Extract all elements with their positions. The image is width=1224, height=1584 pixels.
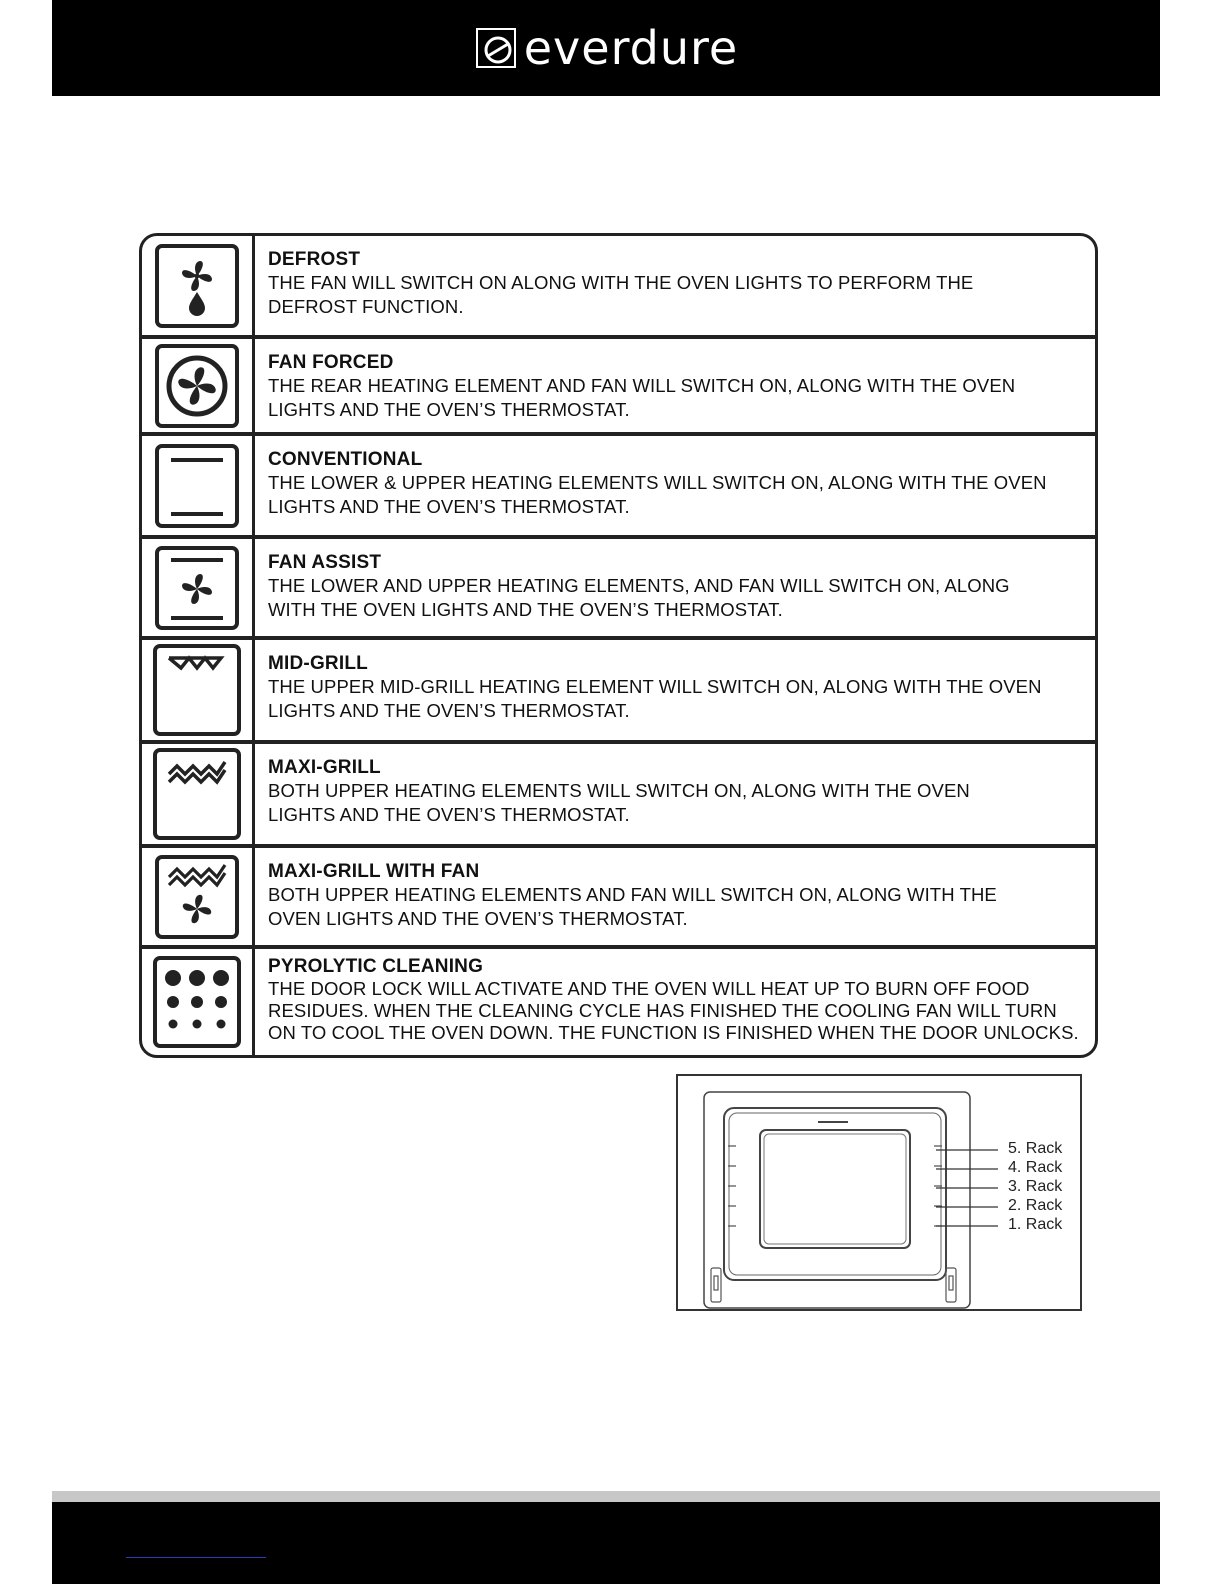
footer-strip bbox=[52, 1491, 1160, 1502]
defrost-icon bbox=[155, 244, 239, 328]
function-title: PYROLYTIC CLEANING bbox=[268, 956, 484, 977]
rack-label-5: 5. Rack bbox=[1008, 1140, 1063, 1157]
oven-functions-table bbox=[139, 233, 1098, 1058]
function-desc-line: THE FAN WILL SWITCH ON ALONG WITH THE OVEN LIGHTS TO PERFORM THE bbox=[268, 272, 974, 293]
function-title: MAXI-GRILL bbox=[268, 757, 381, 778]
function-desc-line: THE LOWER AND UPPER HEATING ELEMENTS, AND FAN WILL SWITCH ON, ALONG bbox=[268, 575, 1010, 596]
function-desc-line: THE REAR HEATING ELEMENT AND FAN WILL SWITCH ON, ALONG WITH THE OVEN bbox=[268, 375, 1016, 396]
function-desc-line: ON TO COOL THE OVEN DOWN. THE FUNCTION IS FINISHED WHEN THE DOOR UNLOCKS. bbox=[268, 1022, 1079, 1043]
function-row-conventional bbox=[142, 436, 1095, 539]
function-desc-line: WITH THE OVEN LIGHTS AND THE OVEN’S THERMOSTAT. bbox=[268, 598, 783, 620]
function-desc-line: OVEN LIGHTS AND THE OVEN’S THERMOSTAT. bbox=[268, 907, 688, 929]
function-row-maxi-grill-fan bbox=[142, 848, 1095, 949]
function-desc-line: THE DOOR LOCK WILL ACTIVATE AND THE OVEN WILL HEAT UP TO BURN OFF FOOD bbox=[268, 978, 1030, 999]
page-header bbox=[52, 0, 1160, 96]
function-desc-line: LIGHTS AND THE OVEN’S THERMOSTAT. bbox=[268, 495, 630, 517]
mid-grill-icon bbox=[153, 644, 241, 736]
function-title: DEFROST bbox=[268, 249, 361, 270]
function-title: MAXI-GRILL WITH FAN bbox=[268, 861, 480, 882]
function-desc-line: BOTH UPPER HEATING ELEMENTS AND FAN WILL SWITCH ON, ALONG WITH THE bbox=[268, 884, 997, 905]
function-desc-line: RESIDUES. WHEN THE CLEANING CYCLE HAS FINISHED THE COOLING FAN WILL TURN bbox=[268, 1000, 1057, 1021]
function-title: CONVENTIONAL bbox=[268, 449, 423, 470]
function-row-maxi-grill bbox=[142, 744, 1095, 848]
function-desc-line: DEFROST FUNCTION. bbox=[268, 295, 464, 317]
function-row-mid-grill bbox=[142, 640, 1095, 744]
rack-label-1: 1. Rack bbox=[1008, 1216, 1063, 1233]
maxi-grill-fan-icon bbox=[155, 855, 239, 939]
rack-label-2: 2. Rack bbox=[1008, 1197, 1063, 1214]
fan-assist-icon bbox=[155, 546, 239, 630]
pyrolytic-cleaning-icon bbox=[153, 956, 241, 1048]
rack-label-3: 3. Rack bbox=[1008, 1178, 1063, 1195]
function-title: MID-GRILL bbox=[268, 653, 368, 674]
everdure-logo-icon bbox=[474, 26, 518, 70]
function-row-fan-assist bbox=[142, 539, 1095, 640]
page-footer bbox=[52, 1502, 1160, 1584]
rack-label-4: 4. Rack bbox=[1008, 1159, 1063, 1176]
function-row-defrost bbox=[142, 236, 1095, 339]
function-desc-line: LIGHTS AND THE OVEN’S THERMOSTAT. bbox=[268, 803, 630, 825]
function-title: FAN ASSIST bbox=[268, 552, 382, 573]
function-desc-line: LIGHTS AND THE OVEN’S THERMOSTAT. bbox=[268, 699, 630, 721]
function-desc-line: LIGHTS AND THE OVEN’S THERMOSTAT. bbox=[268, 398, 630, 420]
function-desc-line: THE UPPER MID-GRILL HEATING ELEMENT WILL SWITCH ON, ALONG WITH THE OVEN bbox=[268, 676, 1042, 697]
function-row-fan-forced bbox=[142, 339, 1095, 436]
brand-logo bbox=[474, 21, 739, 75]
fan-forced-icon bbox=[155, 344, 239, 428]
function-title: FAN FORCED bbox=[268, 352, 394, 373]
oven-rack-diagram bbox=[676, 1074, 1082, 1311]
function-desc-line: THE LOWER & UPPER HEATING ELEMENTS WILL SWITCH ON, ALONG WITH THE OVEN bbox=[268, 472, 1047, 493]
footer-link[interactable] bbox=[126, 1557, 266, 1558]
function-row-pyrolytic-cleaning bbox=[142, 949, 1095, 1055]
function-desc-line: BOTH UPPER HEATING ELEMENTS WILL SWITCH ON, ALONG WITH THE OVEN bbox=[268, 780, 970, 801]
conventional-icon bbox=[155, 444, 239, 528]
maxi-grill-icon bbox=[153, 748, 241, 840]
brand-name: everdure bbox=[523, 21, 739, 75]
